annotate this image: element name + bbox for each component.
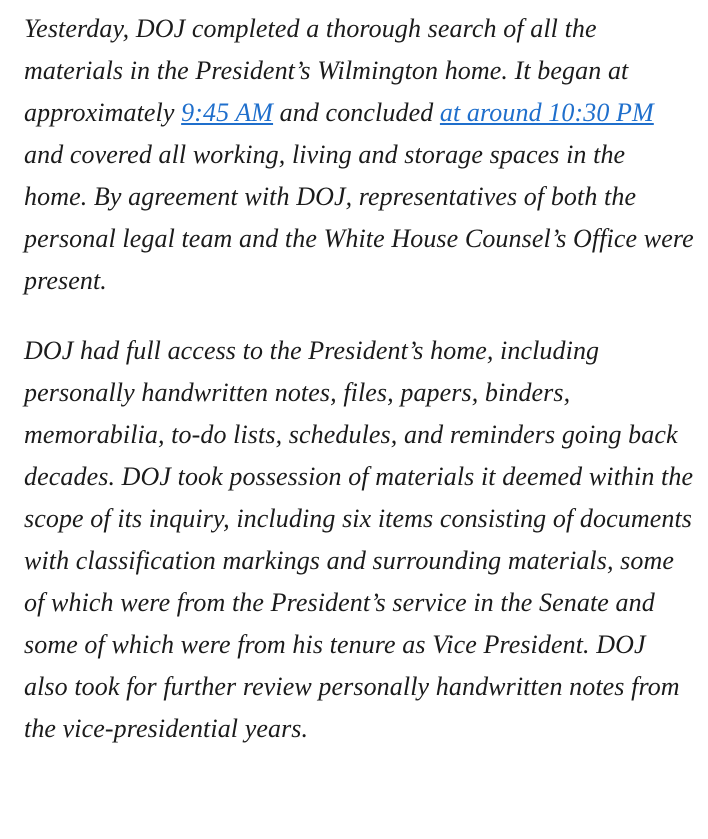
paragraph-2 [24,330,694,750]
paragraph-2-text-1: DOJ had full access to the President’s home, including personally handwritten notes, files, papers, binders, memorabilia, to-do lists, schedules, and reminders going back decades. DOJ took possession of materials it deemed within the scope of its inquiry, including six items consisting of documents with classification markings and surrounding materials, some of which were from the President’s service in the Senate and some of which were from his tenure as Vice President. DOJ also took for further review personally handwritten notes from the vice-presidential years. [24,336,694,743]
paragraph-1-text-1: Yesterday, DOJ completed a thorough search of all the materials in the President’s Wilmington home. It began at approximately [24,14,629,127]
link-search-start-time[interactable]: 9:45 AM [181,98,274,127]
paragraph-1-text-2: and concluded [273,98,440,127]
paragraph-1-text-3: and covered all working, living and storage spaces in the home. By agreement with DOJ, representatives of both the personal legal team and the White House Counsel’s Office were present. [24,140,694,295]
link-search-end-time[interactable]: at around 10:30 PM [439,98,654,127]
paragraph-1 [24,8,694,302]
